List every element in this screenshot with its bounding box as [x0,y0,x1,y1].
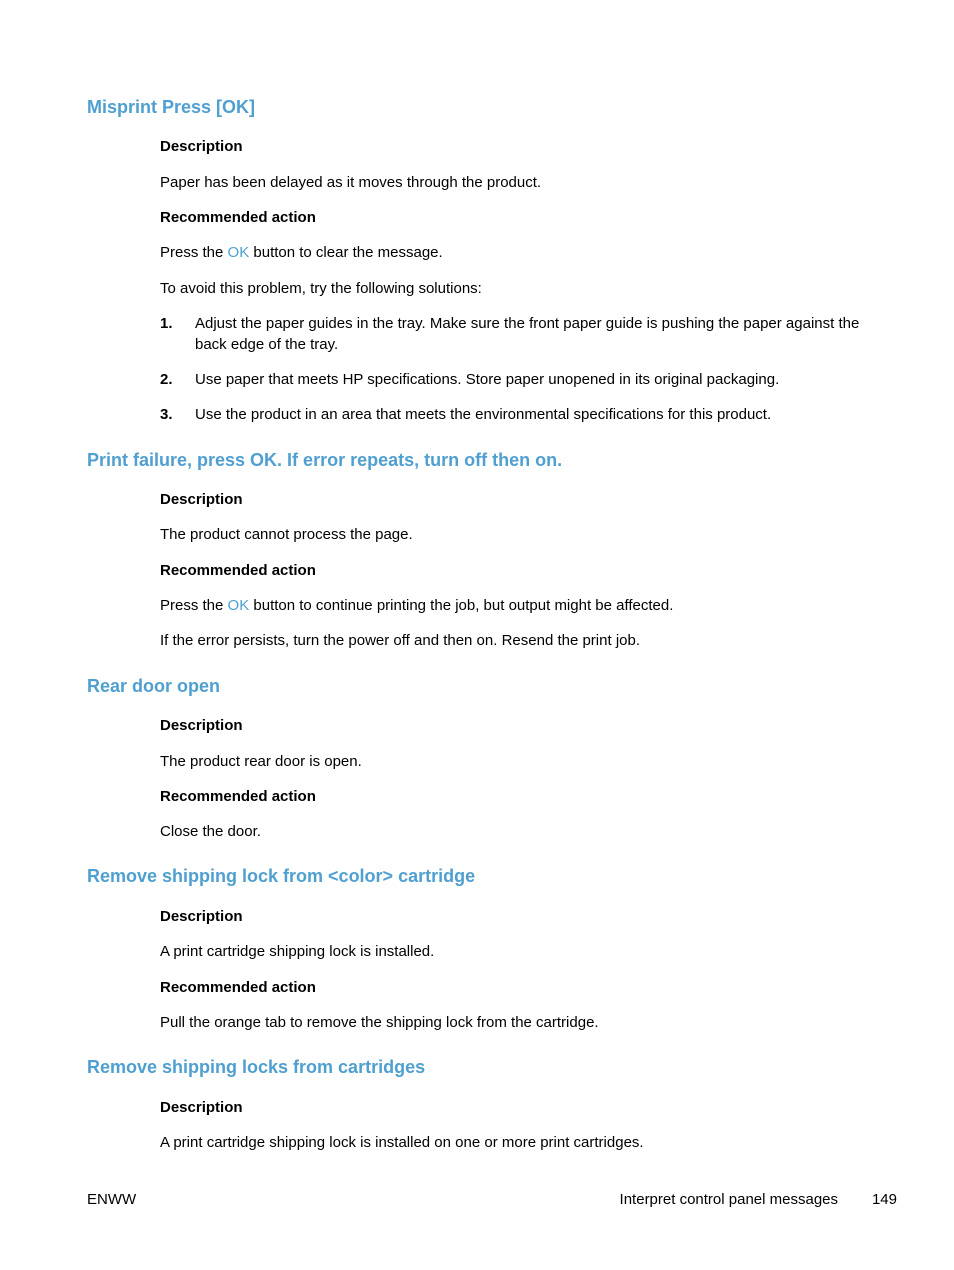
recommended-action-label: Recommended action [160,209,316,226]
section-heading-shipping-lock-color: Remove shipping lock from <color> cartridge [87,866,476,886]
description-text: Paper has been delayed as it moves through the product. [160,174,542,191]
section-heading-misprint: Misprint Press [OK] [87,97,256,117]
list-item: Use paper that meets HP specifications. Store paper unopened in its original packaging. [195,371,780,388]
description-text: A print cartridge shipping lock is installed on one or more print cartridges. [160,1134,644,1151]
recommended-action-label: Recommended action [160,562,316,579]
description-text: The product cannot process the page. [160,526,413,543]
list-item-number: 3. [160,406,173,423]
action-text-pre: Press the [160,244,228,261]
additional-action-text: If the error persists, turn the power off and then on. Resend the print job. [160,632,640,649]
description-text: The product rear door is open. [160,753,362,770]
solutions-intro: To avoid this problem, try the following solutions: [160,280,482,297]
list-item-number: 1. [160,315,173,332]
list-item-number: 2. [160,371,173,388]
description-label: Description [160,138,243,155]
recommended-action-label: Recommended action [160,979,316,996]
action-text [160,597,673,614]
section-heading-print-failure: Print failure, press OK. If error repeats, turn off then on. [87,450,563,470]
action-text: Close the door. [160,823,261,840]
description-text: A print cartridge shipping lock is installed. [160,943,435,960]
action-text-pre: Press the [160,597,228,614]
section-heading-rear-door: Rear door open [87,676,221,696]
recommended-action-label: Recommended action [160,788,316,805]
action-text: Pull the orange tab to remove the shipping lock from the cartridge. [160,1014,599,1031]
description-label: Description [160,717,243,734]
ok-button-ref: OK [227,244,250,261]
description-label: Description [160,908,243,925]
description-label: Description [160,491,243,508]
footer-section-title: Interpret control panel messages [619,1191,838,1208]
action-text-post: button to clear the message. [249,244,443,261]
section-heading-shipping-locks: Remove shipping locks from cartridges [87,1057,426,1077]
list-item: Use the product in an area that meets the environmental specifications for this product. [195,406,772,423]
action-text-post: button to continue printing the job, but output might be affected. [249,597,674,614]
list-item: Adjust the paper guides in the tray. Make sure the front paper guide is pushing the paper against the back edge of the tray. [195,315,860,353]
description-label: Description [160,1099,243,1116]
action-text [160,244,443,261]
page-number: 149 [871,1191,897,1208]
footer-label: ENWW [87,1191,137,1208]
ok-button-ref: OK [227,597,250,614]
